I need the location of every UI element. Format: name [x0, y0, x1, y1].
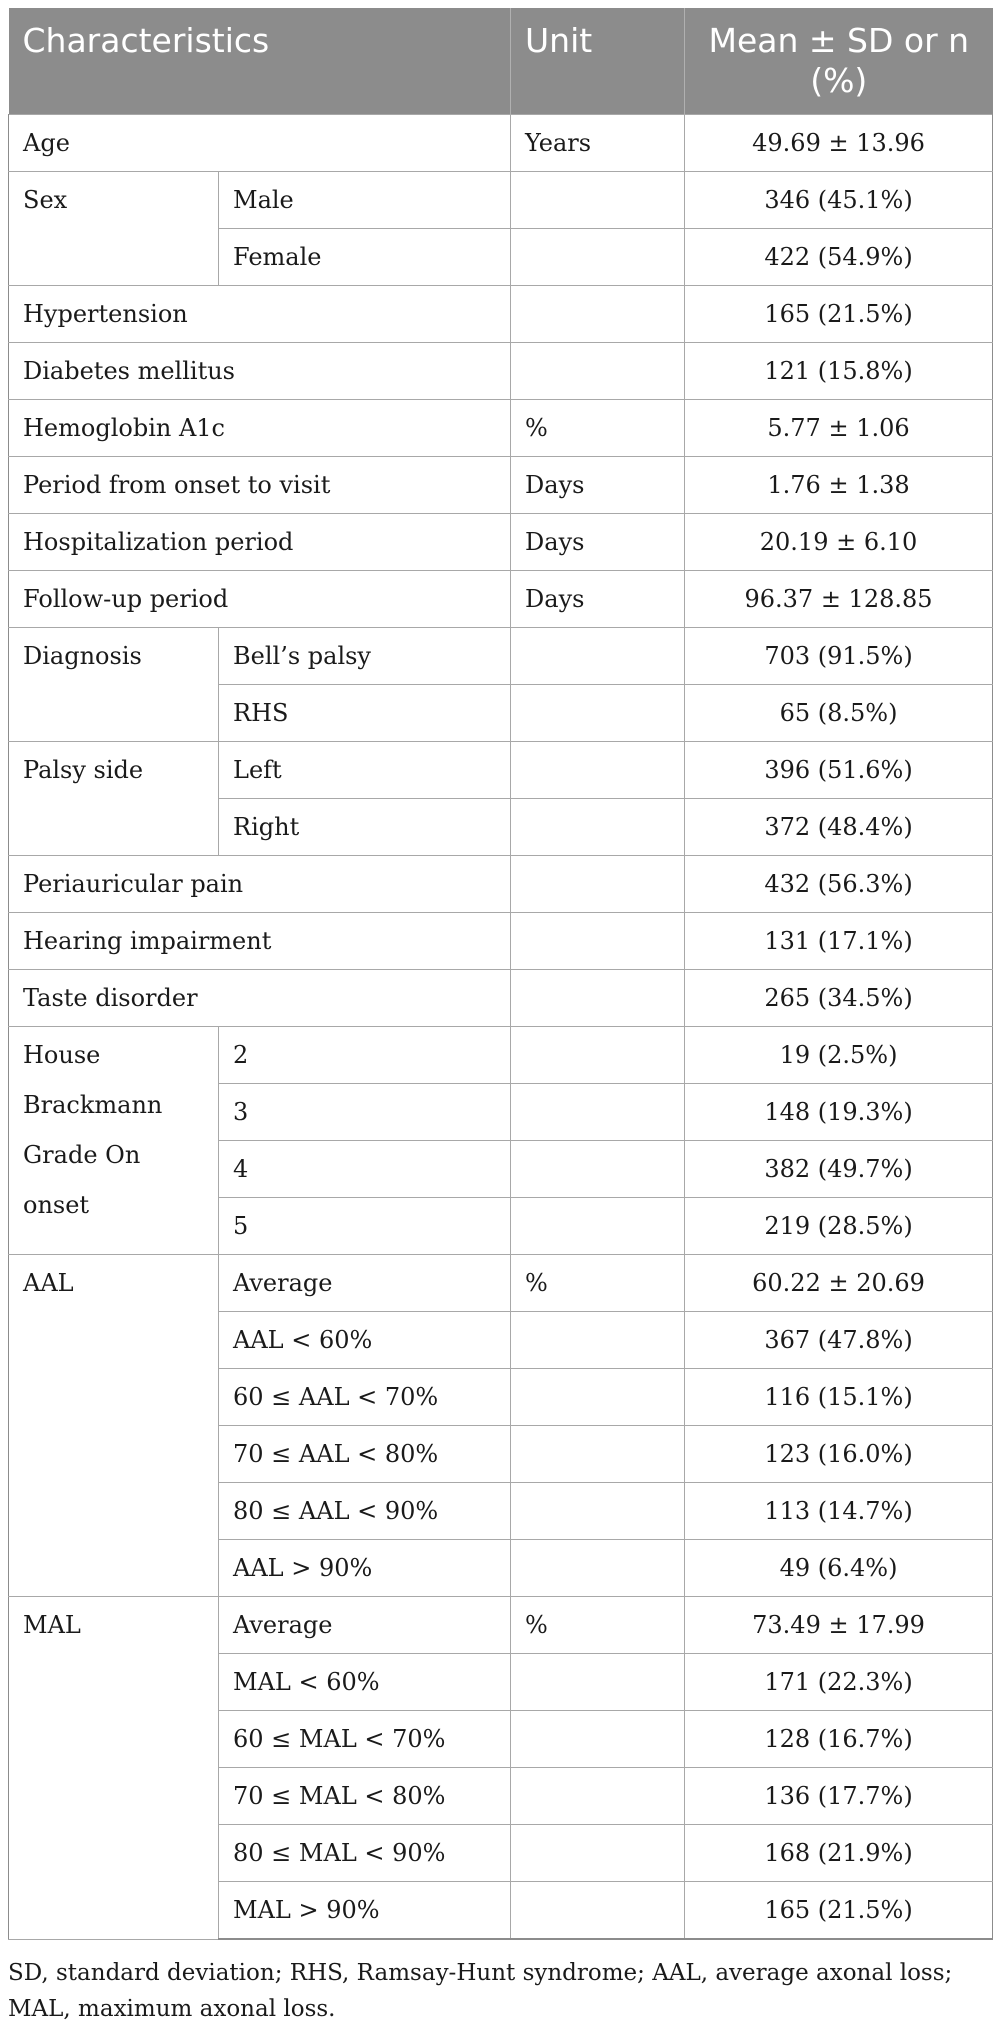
value-cell: 49.69 ± 13.96: [685, 115, 993, 172]
unit-cell: [511, 286, 685, 343]
group-label-cell: Sex: [9, 172, 219, 286]
value-cell: 382 (49.7%): [685, 1141, 993, 1198]
unit-cell: [511, 742, 685, 799]
value-cell: 346 (45.1%): [685, 172, 993, 229]
table-row: [9, 343, 993, 400]
unit-cell: [511, 799, 685, 856]
subcategory-cell: 2: [219, 1027, 511, 1084]
header-characteristics: Characteristics: [9, 8, 511, 115]
value-cell: 128 (16.7%): [685, 1711, 993, 1768]
subcategory-cell: Male: [219, 172, 511, 229]
subcategory-cell: 80 ≤ AAL < 90%: [219, 1483, 511, 1540]
subcategory-cell: 4: [219, 1141, 511, 1198]
characteristics-table: [8, 8, 993, 1940]
value-cell: 121 (15.8%): [685, 343, 993, 400]
value-cell: 113 (14.7%): [685, 1483, 993, 1540]
unit-cell: Days: [511, 457, 685, 514]
subcategory-cell: Average: [219, 1255, 511, 1312]
table-header-row: [9, 8, 993, 115]
value-cell: 422 (54.9%): [685, 229, 993, 286]
characteristic-cell: Hospitalization period: [9, 514, 511, 571]
characteristic-cell: Periauricular pain: [9, 856, 511, 913]
table-row: [9, 628, 993, 685]
table-row: [9, 514, 993, 571]
unit-cell: [511, 1027, 685, 1084]
value-cell: 168 (21.9%): [685, 1825, 993, 1882]
unit-cell: [511, 1882, 685, 1940]
value-cell: 148 (19.3%): [685, 1084, 993, 1141]
value-cell: 96.37 ± 128.85: [685, 571, 993, 628]
characteristic-cell: Diabetes mellitus: [9, 343, 511, 400]
unit-cell: [511, 1084, 685, 1141]
subcategory-cell: 5: [219, 1198, 511, 1255]
table-row: [9, 286, 993, 343]
unit-cell: [511, 1198, 685, 1255]
value-cell: 1.76 ± 1.38: [685, 457, 993, 514]
value-cell: 19 (2.5%): [685, 1027, 993, 1084]
value-cell: 73.49 ± 17.99: [685, 1597, 993, 1654]
subcategory-cell: Average: [219, 1597, 511, 1654]
unit-cell: [511, 1768, 685, 1825]
group-label-cell: Palsy side: [9, 742, 219, 856]
unit-cell: [511, 1426, 685, 1483]
subcategory-cell: AAL < 60%: [219, 1312, 511, 1369]
table-row: [9, 1597, 993, 1654]
unit-cell: %: [511, 1255, 685, 1312]
table-row: [9, 115, 993, 172]
table-footnote: SD, standard deviation; RHS, Ramsay-Hunt syndrome; AAL, average axonal loss; MAL, maximum axonal loss.: [8, 1960, 953, 2022]
unit-cell: [511, 685, 685, 742]
unit-cell: [511, 1540, 685, 1597]
value-cell: 116 (15.1%): [685, 1369, 993, 1426]
table-body: [9, 115, 993, 1940]
unit-cell: [511, 1369, 685, 1426]
value-cell: 432 (56.3%): [685, 856, 993, 913]
table-row: [9, 172, 993, 229]
table-row: [9, 856, 993, 913]
subcategory-cell: Bell’s palsy: [219, 628, 511, 685]
group-label-cell: MAL: [9, 1597, 219, 1940]
group-label-cell: House Brackmann Grade On onset: [9, 1027, 219, 1255]
unit-cell: [511, 343, 685, 400]
unit-cell: %: [511, 400, 685, 457]
value-cell: 20.19 ± 6.10: [685, 514, 993, 571]
value-cell: 367 (47.8%): [685, 1312, 993, 1369]
table-row: [9, 970, 993, 1027]
subcategory-cell: MAL < 60%: [219, 1654, 511, 1711]
unit-cell: [511, 856, 685, 913]
subcategory-cell: 60 ≤ MAL < 70%: [219, 1711, 511, 1768]
subcategory-cell: Female: [219, 229, 511, 286]
subcategory-cell: 80 ≤ MAL < 90%: [219, 1825, 511, 1882]
characteristic-cell: Hypertension: [9, 286, 511, 343]
unit-cell: Years: [511, 115, 685, 172]
value-cell: 265 (34.5%): [685, 970, 993, 1027]
value-cell: 136 (17.7%): [685, 1768, 993, 1825]
table-row: [9, 571, 993, 628]
value-cell: 60.22 ± 20.69: [685, 1255, 993, 1312]
subcategory-cell: 60 ≤ AAL < 70%: [219, 1369, 511, 1426]
unit-cell: %: [511, 1597, 685, 1654]
group-label-cell: AAL: [9, 1255, 219, 1597]
subcategory-cell: 70 ≤ AAL < 80%: [219, 1426, 511, 1483]
table-row: [9, 913, 993, 970]
value-cell: 171 (22.3%): [685, 1654, 993, 1711]
unit-cell: [511, 229, 685, 286]
characteristic-cell: Hemoglobin A1c: [9, 400, 511, 457]
characteristic-cell: Taste disorder: [9, 970, 511, 1027]
value-cell: 703 (91.5%): [685, 628, 993, 685]
unit-cell: [511, 172, 685, 229]
value-cell: 396 (51.6%): [685, 742, 993, 799]
unit-cell: [511, 1141, 685, 1198]
unit-cell: [511, 1654, 685, 1711]
unit-cell: [511, 913, 685, 970]
subcategory-cell: AAL > 90%: [219, 1540, 511, 1597]
unit-cell: [511, 1312, 685, 1369]
subcategory-cell: Left: [219, 742, 511, 799]
value-cell: 219 (28.5%): [685, 1198, 993, 1255]
value-cell: 5.77 ± 1.06: [685, 400, 993, 457]
table-row: [9, 742, 993, 799]
value-cell: 165 (21.5%): [685, 1882, 993, 1940]
characteristic-cell: Age: [9, 115, 511, 172]
unit-cell: [511, 628, 685, 685]
characteristic-cell: Follow-up period: [9, 571, 511, 628]
unit-cell: [511, 1711, 685, 1768]
unit-cell: [511, 970, 685, 1027]
unit-cell: [511, 1483, 685, 1540]
table-row: [9, 457, 993, 514]
unit-cell: Days: [511, 514, 685, 571]
header-unit: Unit: [511, 8, 685, 115]
value-cell: 123 (16.0%): [685, 1426, 993, 1483]
value-cell: 49 (6.4%): [685, 1540, 993, 1597]
subcategory-cell: RHS: [219, 685, 511, 742]
unit-cell: Days: [511, 571, 685, 628]
subcategory-cell: 3: [219, 1084, 511, 1141]
table-row: [9, 1027, 993, 1084]
subcategory-cell: 70 ≤ MAL < 80%: [219, 1768, 511, 1825]
unit-cell: [511, 1825, 685, 1882]
header-value: Mean ± SD or n (%): [685, 8, 993, 115]
value-cell: 372 (48.4%): [685, 799, 993, 856]
value-cell: 131 (17.1%): [685, 913, 993, 970]
value-cell: 65 (8.5%): [685, 685, 993, 742]
characteristic-cell: Period from onset to visit: [9, 457, 511, 514]
value-cell: 165 (21.5%): [685, 286, 993, 343]
subcategory-cell: MAL > 90%: [219, 1882, 511, 1940]
characteristic-cell: Hearing impairment: [9, 913, 511, 970]
table-row: [9, 1255, 993, 1312]
group-label-cell: Diagnosis: [9, 628, 219, 742]
subcategory-cell: Right: [219, 799, 511, 856]
table-row: [9, 400, 993, 457]
